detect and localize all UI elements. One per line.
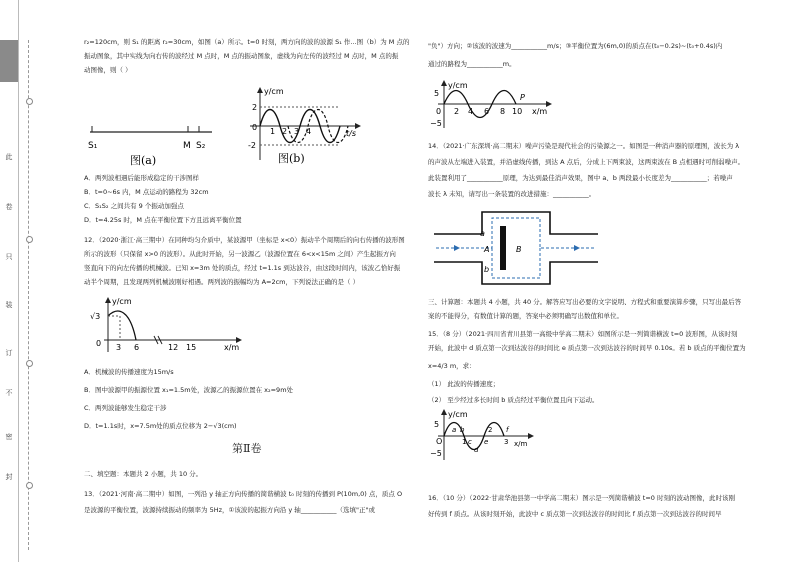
svg-text:0: 0	[96, 339, 102, 348]
svg-text:10: 10	[512, 107, 523, 116]
svg-text:2: 2	[454, 107, 460, 116]
option-d: D．t=4.25s 时，M 点在平衡位置下方且远离平衡位置	[84, 216, 242, 224]
svg-text:6: 6	[134, 343, 140, 352]
option-c: C．S₁S₂ 之间共有 9 个振动加强点	[84, 202, 184, 210]
binding-char: 订	[5, 349, 13, 357]
question-13: 是波源的平衡位置，波源持续振动的频率为 5Hz，①该波的起振方向沿 y 轴___________（选填"正"或	[84, 506, 376, 514]
svg-text:x/m: x/m	[532, 107, 548, 116]
question-15-sub: （2） 至少经过多长时间 b 质点经过平衡位置且向下运动。	[428, 396, 599, 404]
svg-text:√3: √3	[90, 312, 101, 321]
svg-text:2: 2	[252, 103, 258, 112]
section-title: 第Ⅱ卷	[232, 442, 262, 455]
calc-heading: 案的不能得分，有数值计算的题，答案中必须明确写出数值和单位。	[428, 312, 623, 320]
svg-text:x/m: x/m	[514, 440, 528, 448]
svg-text:4: 4	[306, 127, 312, 136]
question-15: 开始，此波中 d 质点第一次到达波谷的时间比 e 质点第一次到达波谷的时间早 0.10s。若 b 质点的平衡位置为	[428, 344, 746, 352]
svg-text:1: 1	[462, 438, 467, 446]
svg-text:0: 0	[436, 107, 442, 116]
fill-blank-heading: 二、填空题：本题共 2 小题，共 10 分。	[84, 470, 203, 478]
figure-q13	[428, 80, 558, 132]
svg-text:3: 3	[294, 127, 300, 136]
svg-text:-2: -2	[248, 141, 256, 150]
question-12: 动半个周期，且发现两列机械波刚好相遇。两列波的振幅均为 A=2cm，下列说法正确的是（ ）	[84, 278, 360, 286]
svg-text:−5: −5	[430, 449, 442, 458]
svg-text:P: P	[520, 93, 525, 102]
figure-q14-muffler	[430, 206, 600, 288]
question-14: 的声波从左端进入装置，并沿虚线传播，到达 A 点后，分成上下两束波，这两束波在 B 点相遇时可削弱噪声。	[428, 158, 745, 166]
question-16: 好传到 f 质点。从该时刻开始，此波中 c 质点第一次到达波谷的时间比 f 质点第一次到达波谷的时间早	[428, 510, 722, 518]
question-15: 15．（8 分）（2021·四川省青川县第一高级中学高二期末）如图所示是一列简谐横波 t=0 波形图，从该时刻	[428, 330, 738, 338]
binding-hole	[26, 360, 33, 367]
svg-text:e: e	[484, 438, 489, 446]
question-13: 13．（2021·河南·高二期中）如图，一列沿 y 轴正方向传播的简谐横波 t₀ 时刻的传播到 P(10m,0) 点，质点 O	[84, 490, 403, 498]
figure-b	[230, 84, 370, 166]
figure-q12	[88, 294, 248, 356]
caption-a: 图(a)	[130, 154, 157, 167]
binding-char: 不	[5, 389, 13, 397]
text-line: 振动图象，其中实线为向右传的波经过 M 点时，M 点的振动图象，虚线为向左传的波经过 M 点时，M 点的振	[84, 52, 399, 60]
binding-char: 此	[5, 153, 13, 161]
binding-dashed-line	[28, 40, 29, 550]
question-12: 竖直向下的向左传播的机械波。已知 x=3m 处的质点，经过 t=1.1s 到达波谷，由这段时间内，该波乙恰好振	[84, 264, 401, 272]
question-14: 波长 λ 未知，请写出一条装置的改进措施：___________。	[428, 190, 596, 198]
svg-text:8: 8	[500, 107, 506, 116]
option-c: C．两列波能够发生稳定干涉	[84, 404, 167, 412]
option-a: A．两列波相遇后能形成稳定的干涉图样	[84, 174, 199, 182]
svg-text:b: b	[484, 265, 490, 274]
question-14: 14．（2021·广东深圳·高二期末）噪声污染是现代社会的污染源之一。如图是一种消声器的原理图，波长为 λ	[428, 142, 740, 150]
label-s1: S₁	[88, 141, 98, 151]
option-b: B．图中波源甲的振源位置 x₁=1.5m处，波源乙的振源位置在 x₂=9m处	[84, 386, 294, 394]
svg-text:x/m: x/m	[224, 343, 240, 352]
svg-text:O: O	[436, 437, 443, 446]
binding-tab	[0, 40, 18, 82]
question-15-formula: x=4/3 m，求：	[428, 362, 476, 370]
svg-text:d: d	[474, 446, 479, 454]
svg-text:A: A	[484, 245, 490, 254]
label-m: M	[183, 141, 191, 151]
question-14: 此装置利用了___________原理，为达到最佳消声效果，图中 a、b 两段最小长度差为___________；若噪声	[428, 174, 733, 182]
binding-char: 装	[5, 301, 13, 309]
question-15-sub: （1） 此波的传播速度；	[428, 380, 500, 388]
svg-text:6: 6	[484, 107, 490, 116]
svg-text:y/cm: y/cm	[448, 410, 468, 419]
svg-text:0: 0	[252, 123, 258, 132]
binding-char: 密	[5, 433, 13, 441]
svg-text:1: 1	[270, 127, 276, 136]
question-12: 所示的波形（只保留 x>0 的波形）。从此时开始，另一波源乙（波源位置在 6<x<15m 之间）产生起振方向	[84, 250, 396, 258]
text-line: 动图像，则（ ）	[84, 66, 132, 74]
text-line: r₂=120cm，则 S₁ 的距离 r₂=30cm，如图（a）所示。t=0 时刻，两方向的波的波源 S₁ 作...图（b）为 M 点的	[84, 38, 410, 46]
binding-char: 卷	[5, 203, 13, 211]
question-13-cont: "负"）方向；②该波的波速为___________m/s；③平衡位置为(6m,0)的质点在(t₀−0.2s)~(t₀+0.4s)内	[428, 42, 723, 50]
question-13-cont: 通过的路程为___________m。	[428, 60, 516, 68]
option-d: D．t=1.1s时，x=7.5m处的质点位移为 2−√3(cm)	[84, 422, 237, 430]
svg-text:B: B	[516, 245, 522, 254]
svg-text:图(b): 图(b)	[278, 152, 305, 165]
svg-text:t/s: t/s	[346, 129, 356, 138]
binding-char: 只	[5, 253, 13, 261]
svg-text:a: a	[480, 229, 485, 238]
svg-text:15: 15	[186, 343, 197, 352]
binding-hole	[26, 98, 33, 105]
binding-margin	[0, 0, 19, 562]
question-12: 12．（2020·浙江·高三期中）在同种均匀介质中，某波源甲（坐标是 x<0）振动半个周期后的向右传播的波形图	[84, 236, 405, 244]
binding-hole	[26, 236, 33, 243]
question-16: 16．（10 分）（2022·甘肃华池县第一中学高二期末）图示是一列简谐横波 t=0 时刻的波动图像，此时该刚	[428, 494, 735, 502]
svg-text:5: 5	[434, 420, 440, 429]
svg-text:a: a	[452, 426, 457, 434]
svg-text:12: 12	[168, 343, 179, 352]
option-b: B．t=0~6s 内，M 点运动的路程为 32cm	[84, 188, 209, 196]
figure-q15	[430, 408, 540, 462]
svg-text:y/cm: y/cm	[112, 297, 132, 306]
svg-text:−5: −5	[430, 119, 442, 128]
svg-text:c: c	[468, 438, 472, 446]
svg-text:3: 3	[504, 438, 509, 446]
svg-text:3: 3	[116, 343, 122, 352]
svg-text:5: 5	[434, 89, 440, 98]
svg-text:2: 2	[282, 127, 288, 136]
svg-text:f: f	[506, 426, 509, 434]
svg-text:2: 2	[488, 426, 493, 434]
label-s2: S₂	[196, 141, 206, 151]
svg-text:b: b	[460, 426, 465, 434]
option-a: A．机械波的传播速度为15m/s	[84, 368, 174, 376]
svg-text:y/cm: y/cm	[264, 87, 284, 96]
binding-char: 封	[5, 473, 13, 481]
svg-text:y/cm: y/cm	[448, 81, 468, 90]
figure-a	[88, 118, 218, 170]
svg-text:4: 4	[468, 107, 474, 116]
binding-hole	[26, 482, 33, 489]
calc-heading: 三、计算题：本题共 4 小题，共 40 分。解答应写出必要的文字说明、方程式和重要演算步骤，只写出最后答	[428, 298, 742, 306]
